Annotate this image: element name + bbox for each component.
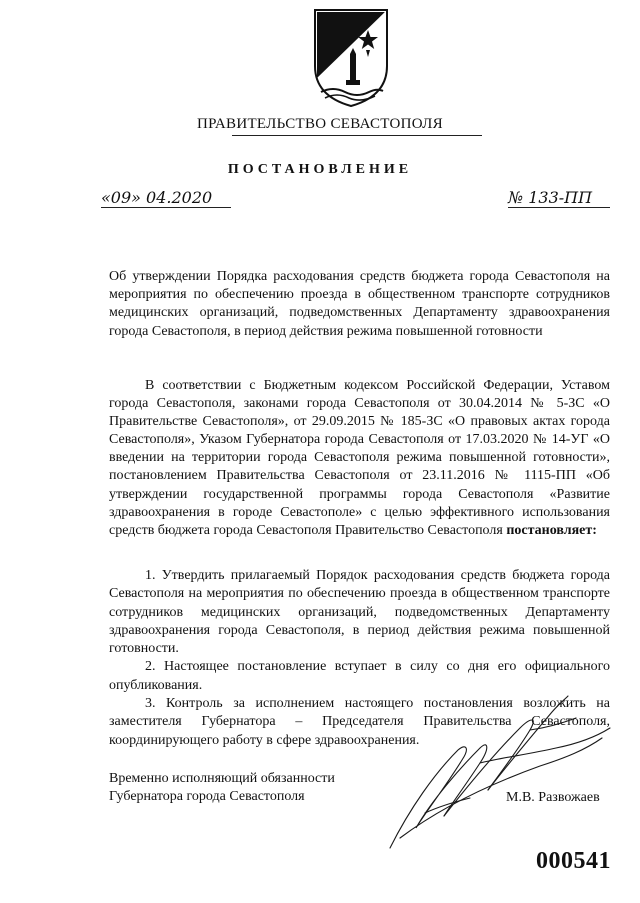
signatory-name: М.В. Развожаев [506,790,600,805]
date-underline [101,207,231,208]
signatory-position [109,770,335,806]
document-type-title: ПОСТАНОВЛЕНИЕ [227,162,413,177]
signatory-position-line-1: Временно исполняющий обязанности [109,771,335,786]
document-subject: Об утверждении Порядка расходования средств бюджета города Севастополя на мероприятия по обеспечению проезда в общественном транспорте сотрудников медицинских организаций, подведомственных Департаменту здравоохранения города Севастополя, в период действия режима повышенной готовности [109,269,610,339]
government-name: ПРАВИТЕЛЬСТВО СЕВАСТОПОЛЯ [197,116,443,132]
handwritten-signature-icon [380,688,620,858]
decree-word: постановляет: [506,522,597,538]
serial-number: 000541 [536,848,611,874]
preamble-text: В соответствии с Бюджетным кодексом Российской Федерации, Уставом города Севастополя, законами города Севастополя от 30.04.2014 № 5-ЗС «О Правительстве Севастополя», от 29.09.2015 № 185-ЗС «О правовых актах города Севастополя», Указом Губернатора города Севастополя от 17.03.2020 № 14-УГ «О введении на территории города Севастополя режима повышенной готовности», постановлением Правительства Севастополя от 23.11.2016 № 1115-ПП «Об утверждении государственной программы города Севастополя «Развитие здравоохранения в городе Севастополе» с целью эффективного использования средств бюджета города Севастополя Правительство Севастополя [109,378,610,538]
document-number: № 133-ПП [508,188,593,207]
point-3: 3. Контроль за исполнением настоящего постановления возложить на заместителя Губернатора – Председателя Правительства Севастополя, координирующего работу в сфере здравоохранения. [109,696,610,748]
point-1: 1. Утвердить прилагаемый Порядок расходования средств бюджета города Севастополя на мероприятия по обеспечению проезда в общественном транспорте сотрудников медицинских организаций, подведомственных Департаменту здравоохранения города Севастополя, в период действия режима повышенной готовности. [109,568,610,657]
sevastopol-coat-of-arms-icon [313,8,389,108]
point-2: 2. Настоящее постановление вступает в силу со дня его официального опубликования. [109,659,610,693]
government-underline [232,135,482,136]
number-underline [508,207,610,208]
preamble-paragraph [109,377,610,540]
document-date: «09» 04.2020 [101,188,213,207]
signatory-position-line-2: Губернатора города Севастополя [109,789,305,804]
